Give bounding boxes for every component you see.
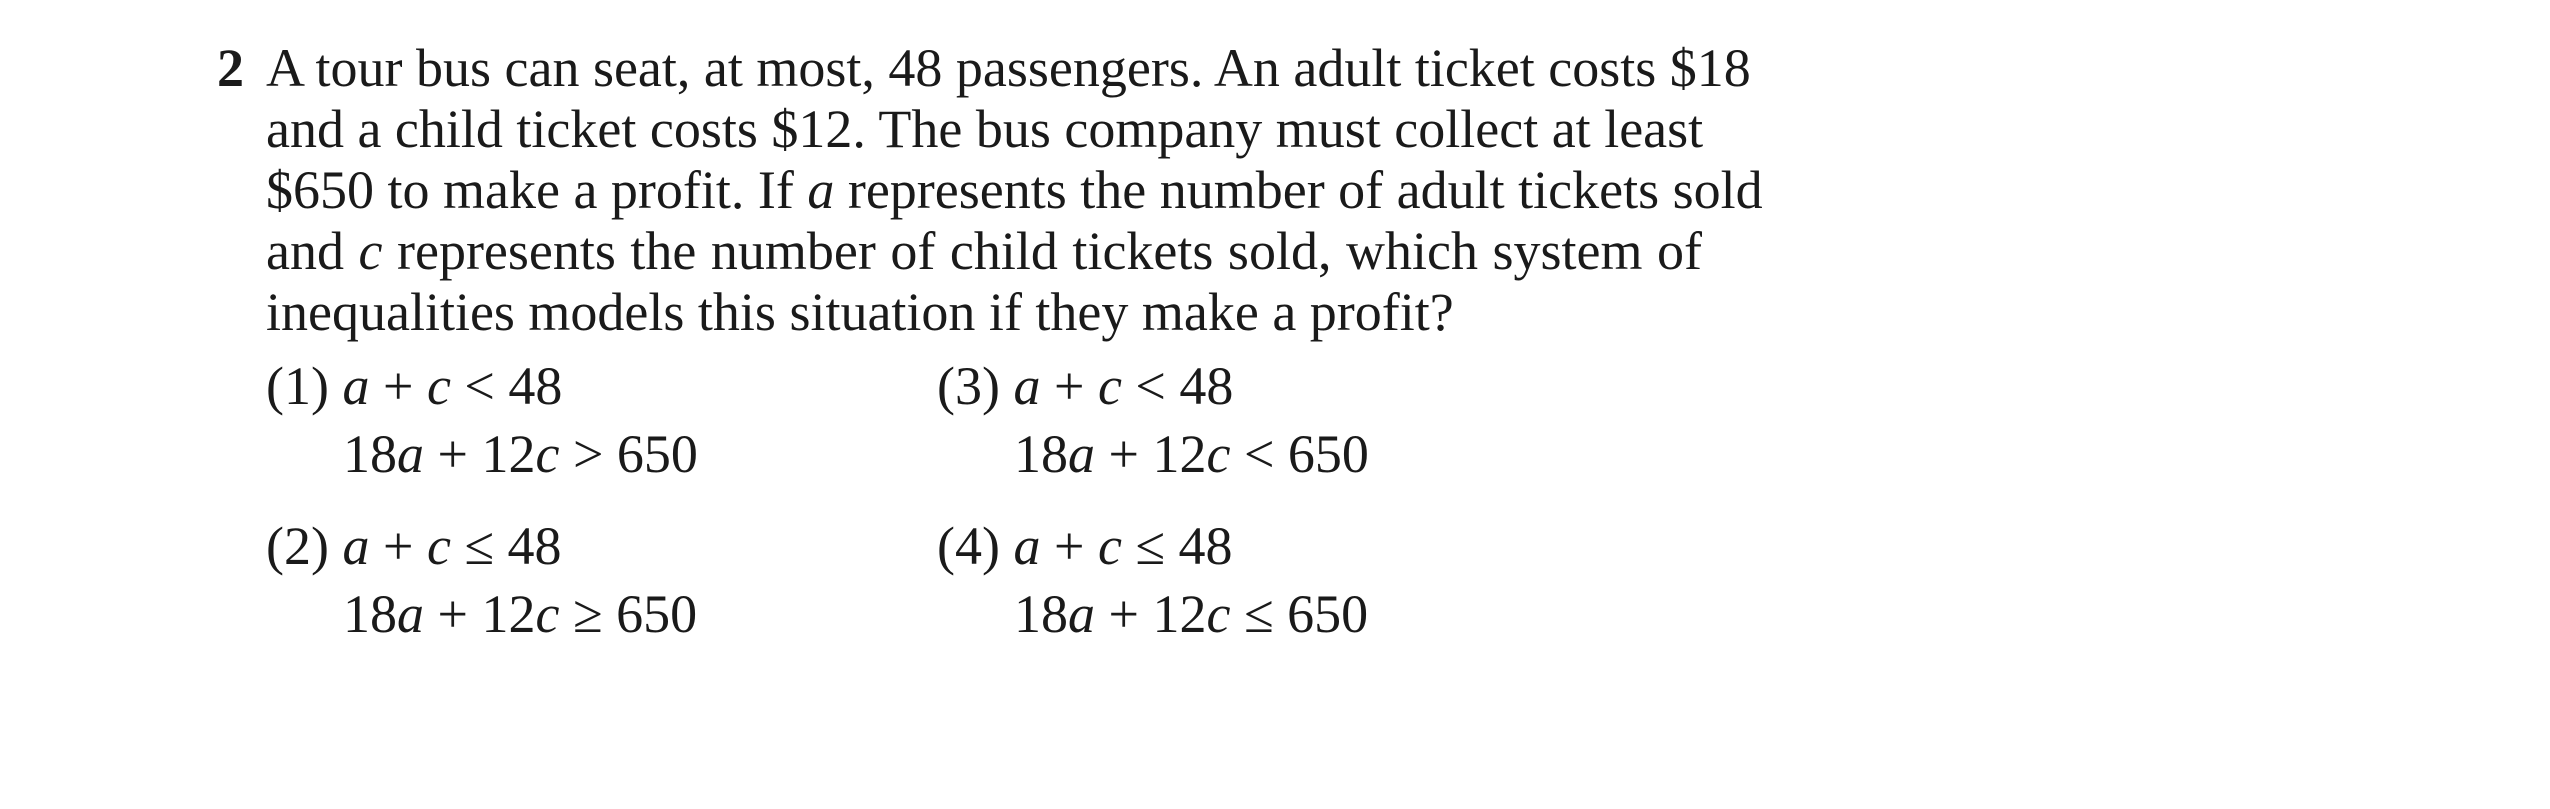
answer-choice-2[interactable] xyxy=(266,516,698,644)
text-segment: + 12 xyxy=(424,584,536,644)
math-variable: c xyxy=(1206,424,1231,484)
choice-inequality-2 xyxy=(1014,424,1369,485)
stem-line xyxy=(266,282,1702,343)
choice-inequality-2 xyxy=(343,584,697,645)
math-variable: a xyxy=(1068,424,1095,484)
text-segment: represents the number of child tickets sold, which system of xyxy=(382,221,1702,281)
stem-line xyxy=(266,99,1702,160)
choice-label: (3) xyxy=(937,356,1014,416)
answer-choice-3[interactable] xyxy=(937,356,1369,484)
choice-label: (4) xyxy=(937,516,1014,576)
math-variable: c xyxy=(426,356,451,416)
text-segment: and xyxy=(266,221,359,281)
text-segment: A tour bus can seat, at most, 48 passengers. An adult ticket costs $18 xyxy=(266,38,1751,98)
text-segment: 18 xyxy=(343,424,397,484)
text-segment: ≥ 650 xyxy=(559,584,698,644)
text-segment: ≤ 48 xyxy=(450,516,562,576)
choice-inequality-1 xyxy=(1013,516,1232,576)
text-segment: + 12 xyxy=(424,424,536,484)
text-segment: + 12 xyxy=(1095,584,1207,644)
math-variable: c xyxy=(358,221,383,281)
text-segment: ≤ 48 xyxy=(1121,516,1233,576)
stem-line xyxy=(266,221,1702,282)
choice-inequality-1 xyxy=(342,516,561,576)
question-stem xyxy=(266,38,1763,343)
text-segment: < 48 xyxy=(450,356,563,416)
text-segment: < 650 xyxy=(1230,424,1369,484)
text-segment: > 650 xyxy=(559,424,698,484)
math-variable: a xyxy=(397,424,424,484)
math-variable: c xyxy=(1097,356,1122,416)
text-segment: inequalities models this situation if they make a profit? xyxy=(266,282,1454,342)
text-segment: + xyxy=(369,516,427,576)
math-variable: a xyxy=(397,584,424,644)
text-segment: 18 xyxy=(1014,424,1068,484)
text-segment: 18 xyxy=(343,584,397,644)
choice-inequality-2 xyxy=(343,424,698,485)
text-segment: 18 xyxy=(1014,584,1068,644)
math-variable: c xyxy=(535,584,560,644)
choice-inequality-2 xyxy=(1014,584,1368,645)
text-segment: + 12 xyxy=(1095,424,1207,484)
text-segment: $650 to make a profit. If xyxy=(266,160,808,220)
text-segment: represents the number of adult tickets sold xyxy=(834,160,1763,220)
math-variable: a xyxy=(1013,516,1041,576)
text-segment: ≤ 650 xyxy=(1230,584,1369,644)
math-variable: c xyxy=(535,424,560,484)
math-variable: a xyxy=(342,356,370,416)
stem-line xyxy=(266,38,1751,99)
math-variable: a xyxy=(1068,584,1095,644)
choice-label: (1) xyxy=(266,356,343,416)
choice-inequality-1 xyxy=(342,356,562,416)
choice-inequality-1 xyxy=(1013,356,1233,416)
choice-label: (2) xyxy=(266,516,343,576)
answer-choice-4[interactable] xyxy=(937,516,1369,644)
math-variable: c xyxy=(1097,516,1122,576)
text-segment: and a child ticket costs $12. The bus company must collect at least xyxy=(266,99,1704,159)
answer-choice-1[interactable] xyxy=(266,356,698,484)
text-segment: + xyxy=(1040,516,1098,576)
math-variable: a xyxy=(342,516,370,576)
stem-line xyxy=(266,160,1763,221)
text-segment: + xyxy=(1040,356,1098,416)
math-variable: c xyxy=(1206,584,1231,644)
question-number: 2 xyxy=(217,38,244,98)
math-variable: a xyxy=(1013,356,1041,416)
text-segment: < 48 xyxy=(1121,356,1234,416)
math-variable: c xyxy=(426,516,451,576)
math-variable: a xyxy=(807,160,835,220)
text-segment: + xyxy=(369,356,427,416)
